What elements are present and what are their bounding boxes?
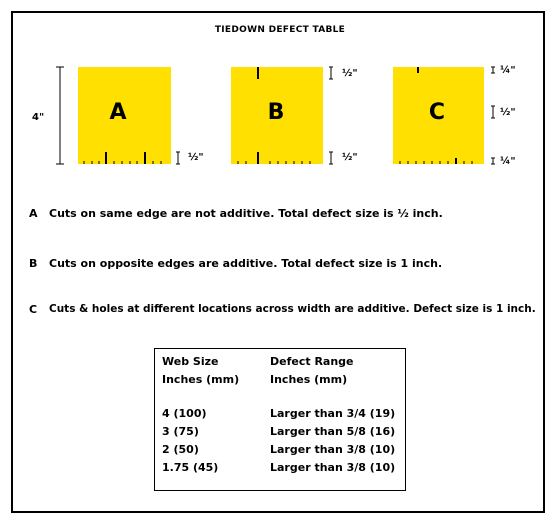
strap-c-dim-label-middle: ½" — [500, 107, 516, 118]
strap-a-letter: A — [109, 100, 127, 125]
page-title: TIEDOWN DEFECT TABLE — [214, 25, 346, 35]
rule-c-key: C — [29, 303, 38, 316]
header-defect-range: Defect Range — [270, 355, 354, 368]
defect-table — [154, 348, 406, 491]
strap-b-dim-label-top: ½" — [342, 68, 358, 79]
table-cell-web: 2 (50) — [162, 443, 199, 456]
table-cell-defect: Larger than 3/8 (10) — [270, 461, 396, 474]
rule-a-key: A — [29, 207, 38, 220]
strap-c-dim-marker-bottom — [491, 158, 495, 164]
rule-b-key: B — [29, 257, 38, 270]
strap-a-dim-marker — [176, 152, 180, 164]
table-cell-web: 3 (75) — [162, 425, 199, 438]
table-cell-web: 1.75 (45) — [162, 461, 219, 474]
header-defect-range-unit: Inches (mm) — [270, 373, 348, 386]
strap-c-letter: C — [428, 100, 446, 125]
table-cell-web: 4 (100) — [162, 407, 207, 420]
rule-c-text: Cuts & holes at different locations across width are additive. Defect size is 1 inch. — [49, 303, 536, 315]
table-cell-defect: Larger than 5/8 (16) — [270, 425, 396, 438]
strap-b-dim-label-bottom: ½" — [342, 152, 358, 163]
strap-a-dim-label: ½" — [188, 152, 204, 163]
table-cell-defect: Larger than 3/8 (10) — [270, 443, 396, 456]
table-cell-defect: Larger than 3/4 (19) — [270, 407, 396, 420]
strap-b-letter: B — [267, 100, 285, 125]
rule-b-text: Cuts on opposite edges are additive. Total defect size is 1 inch. — [49, 257, 443, 270]
strap-diagram — [0, 0, 560, 190]
strap-c-dim-label-bottom: ¼" — [500, 156, 516, 167]
strap-b-dim-marker-bottom — [329, 152, 333, 164]
height-label: 4" — [32, 112, 45, 123]
strap-c-dim-label-top: ¼" — [500, 65, 516, 76]
strap-b-dim-marker-top — [329, 67, 333, 79]
rule-a-text: Cuts on same edge are not additive. Total defect size is ½ inch. — [49, 207, 443, 220]
header-web-size-unit: Inches (mm) — [162, 373, 240, 386]
height-dimension — [56, 67, 64, 164]
strap-c-dim-marker-middle — [491, 106, 495, 118]
header-web-size: Web Size — [162, 355, 219, 368]
strap-c-dim-marker-top — [491, 67, 495, 73]
